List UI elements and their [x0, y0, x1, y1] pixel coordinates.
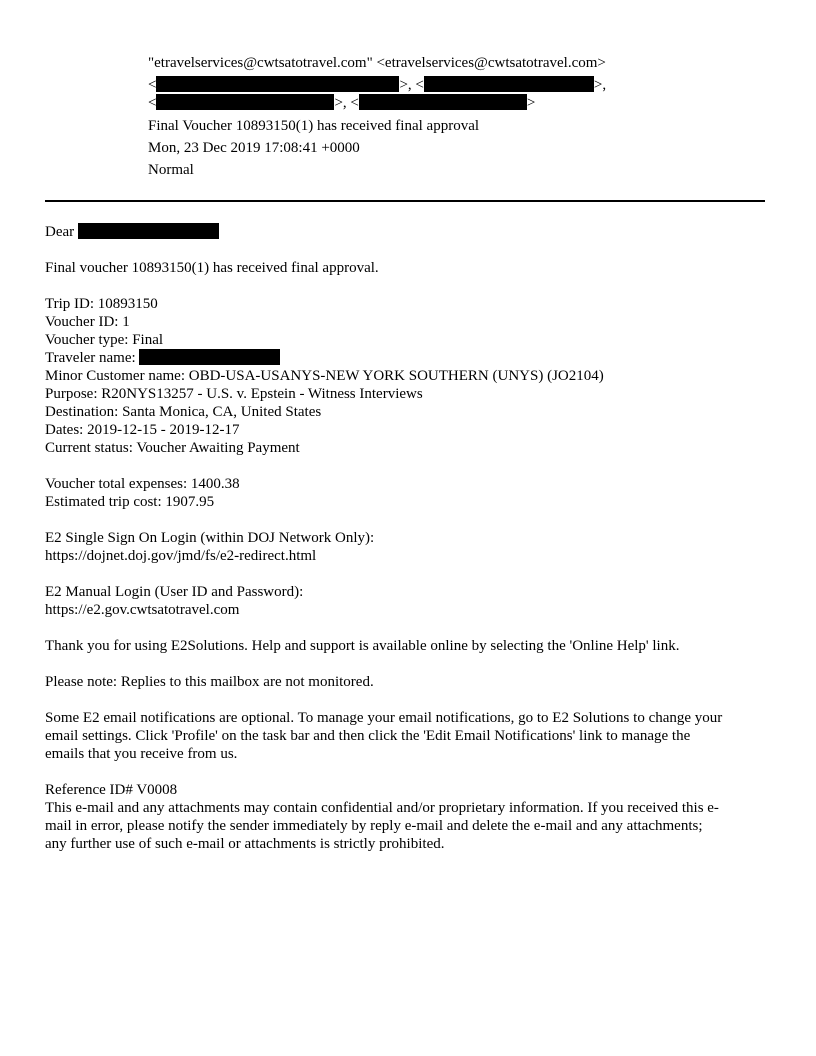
reference-id: Reference ID# V0008: [45, 782, 178, 798]
redaction-block: [139, 349, 280, 365]
traveler-name-label: Traveler name:: [45, 350, 136, 366]
destination: Destination: Santa Monica, CA, United States: [45, 404, 322, 420]
header-divider: [45, 200, 765, 202]
redaction-block: [424, 76, 594, 92]
purpose: Purpose: R20NYS13257 - U.S. v. Epstein - Witness Interviews: [45, 386, 423, 402]
to-separator: >, <: [399, 77, 424, 93]
intro: Final voucher 10893150(1) has received final approval.: [45, 260, 379, 276]
greeting-line: [45, 223, 775, 241]
to-value-line2: [148, 93, 535, 113]
confidential-line-1: This e-mail and any attachments may contain confidential and/or proprietary information. If you received this e-: [45, 800, 719, 816]
to-separator: >, <: [334, 95, 359, 111]
confidential-line-2: mail in error, please notify the sender immediately by reply e-mail and delete the e-mail and any attachments;: [45, 818, 703, 834]
voucher-id: Voucher ID: 1: [45, 314, 130, 330]
sso-heading: E2 Single Sign On Login (within DOJ Network Only):: [45, 530, 375, 546]
manual-login-url[interactable]: https://e2.gov.cwtsatotravel.com: [45, 602, 240, 618]
redaction-block: [359, 94, 527, 110]
dates: Dates: 2019-12-15 - 2019-12-17: [45, 422, 240, 438]
thanks-paragraph: Thank you for using E2Solutions. Help and support is available online by selecting the 'Online Help' link.: [45, 638, 680, 654]
to-close-comma: >,: [593, 77, 607, 93]
from-value: "etravelservices@cwtsatotravel.com" <etravelservices@cwtsatotravel.com>: [148, 55, 606, 71]
no-reply-note: Please note: Replies to this mailbox are not monitored.: [45, 674, 374, 690]
greeting: Dear: [45, 224, 75, 240]
optional-line-2: email settings. Click 'Profile' on the task bar and then click the 'Edit Email Notifications' link to manage the: [45, 728, 691, 744]
redaction-block: [156, 76, 399, 92]
to-close-bracket: >: [526, 95, 536, 111]
confidential-line-3: any further use of such e-mail or attachments is strictly prohibited.: [45, 836, 445, 852]
subject-value: Final Voucher 10893150(1) has received final approval: [148, 118, 480, 134]
current-status: Current status: Voucher Awaiting Payment: [45, 440, 300, 456]
redaction-block: [156, 94, 334, 110]
redaction-block: [78, 223, 219, 239]
optional-notifications-paragraph: [45, 709, 775, 763]
importance-value: Normal: [148, 162, 194, 178]
traveler-name-line: [45, 349, 775, 367]
sso-url[interactable]: https://dojnet.doj.gov/jmd/fs/e2-redirect.html: [45, 548, 317, 564]
to-open-bracket: <: [148, 77, 157, 93]
confidentiality-notice: [45, 799, 775, 853]
to-open-bracket: <: [148, 95, 157, 111]
estimated-cost: Estimated trip cost: 1907.95: [45, 494, 215, 510]
date-value: Mon, 23 Dec 2019 17:08:41 +0000: [148, 140, 360, 156]
manual-login-heading: E2 Manual Login (User ID and Password):: [45, 584, 304, 600]
trip-id: Trip ID: 10893150: [45, 296, 158, 312]
email-body: [45, 223, 775, 853]
optional-line-3: emails that you receive from us.: [45, 746, 238, 762]
voucher-type: Voucher type: Final: [45, 332, 164, 348]
to-value: [148, 75, 606, 95]
minor-customer: Minor Customer name: OBD-USA-USANYS-NEW YORK SOUTHERN (UNYS) (JO2104): [45, 368, 604, 384]
optional-line-1: Some E2 email notifications are optional. To manage your email notifications, go to E2 Solutions to change your: [45, 710, 723, 726]
total-expenses: Voucher total expenses: 1400.38: [45, 476, 240, 492]
